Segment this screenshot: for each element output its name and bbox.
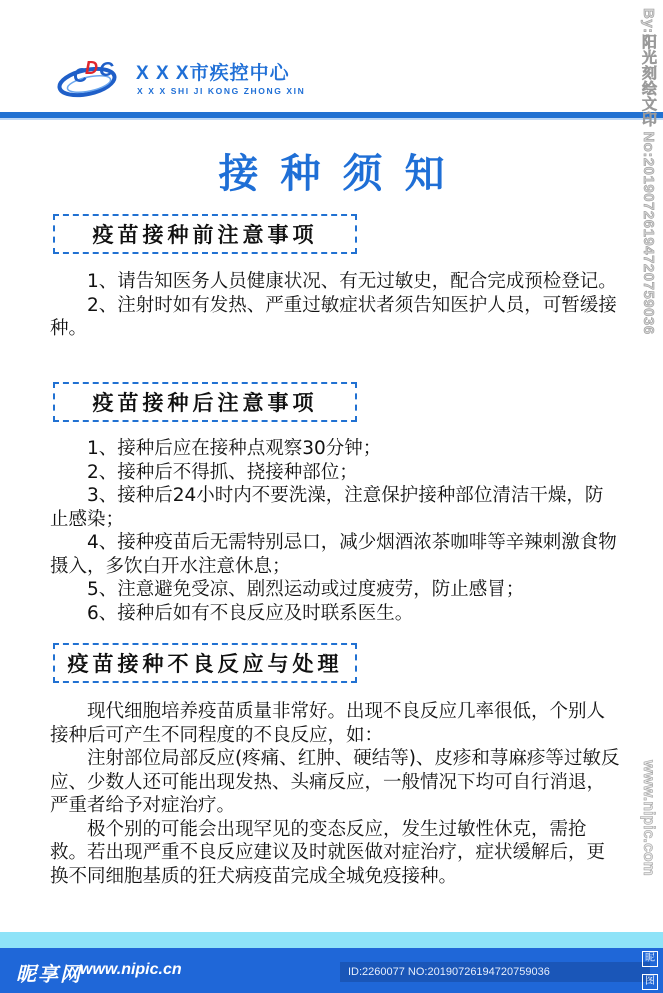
svg-text:C: C: [99, 59, 114, 81]
cdc-logo-icon: [55, 52, 127, 98]
footer: [0, 948, 663, 993]
footer-brand: 昵享网: [16, 962, 82, 986]
footer-url-link[interactable]: www.nipic.cn: [80, 961, 182, 978]
footer-id-text: ID:2260077 NO:20190726194720759036: [340, 962, 650, 982]
paragraph: 3、接种后24小时内不要洗澡，注意保护接种部位清洁干燥，防止感染；: [50, 485, 604, 530]
badge-icon: 图: [642, 974, 658, 990]
section-body-adverse-reactions: [50, 700, 620, 888]
paragraph: 1、接种后应在接种点观察30分钟；: [87, 438, 382, 459]
watermark-author: By:阳光刻绘文印 No:20190726194720759036: [640, 8, 657, 335]
paragraph: 2、接种后不得抓、挠接种部位；: [87, 461, 358, 483]
header-divider-light: [0, 118, 663, 120]
svg-text:C: C: [73, 65, 88, 87]
paragraph: 4、接种疫苗后无需特别忌口，减少烟酒浓茶咖啡等辛辣刺激食物摄入，多饮白开水注意休息；: [50, 532, 617, 577]
paragraph: 极个别的可能会出现罕见的变态反应，发生过敏性休克，需抢救。若出现严重不良反应建议及时就医做对症治疗，症状缓解后，更换不同细胞基质的狂犬病疫苗完成全城免疫接种。: [50, 818, 606, 887]
paragraph: 2、注射时如有发热、严重过敏症状者须告知医护人员，可暂缓接种。: [50, 294, 617, 339]
svg-text:D: D: [85, 58, 98, 78]
section-heading-label: 疫苗接种前注意事项: [92, 223, 318, 247]
badge-icon: 昵: [642, 951, 658, 967]
section-body-after-vaccination: [50, 437, 620, 625]
section-body-before-vaccination: [50, 270, 620, 341]
org-name: X X X市疾控中心: [136, 63, 290, 84]
paragraph: 注射部位局部反应(疼痛、红肿、硬结等)、皮疹和荨麻疹等过敏反应、少数人还可能出现发热、头痛反应，一般情况下均可自行消退，严重者给予对症治疗。: [50, 748, 620, 816]
footer-accent-band: [0, 932, 663, 948]
section-heading-adverse-reactions: [53, 643, 357, 683]
section-heading-label: 疫苗接种不良反应与处理: [67, 652, 343, 676]
org-pinyin: X X X SHI JI KONG ZHONG XIN: [137, 86, 306, 96]
header: [0, 0, 663, 120]
watermark-site: www.nipic.com: [640, 760, 657, 876]
paragraph: 5、注意避免受凉、剧烈运动或过度疲劳，防止感冒；: [87, 579, 525, 600]
page-title: 接种须知: [218, 151, 467, 197]
paragraph: 6、接种后如有不良反应及时联系医生。: [87, 602, 414, 624]
section-heading-label: 疫苗接种后注意事项: [92, 391, 318, 415]
paragraph: 现代细胞培养疫苗质量非常好。出现不良反应几率很低，个别人接种后可产生不同程度的不良反应，如：: [50, 701, 606, 746]
paragraph: 1、请告知医务人员健康状况、有无过敏史，配合完成预检登记。: [87, 271, 617, 292]
section-heading-after-vaccination: [53, 382, 357, 422]
section-heading-before-vaccination: [53, 214, 357, 254]
footer-badge: [641, 948, 659, 993]
